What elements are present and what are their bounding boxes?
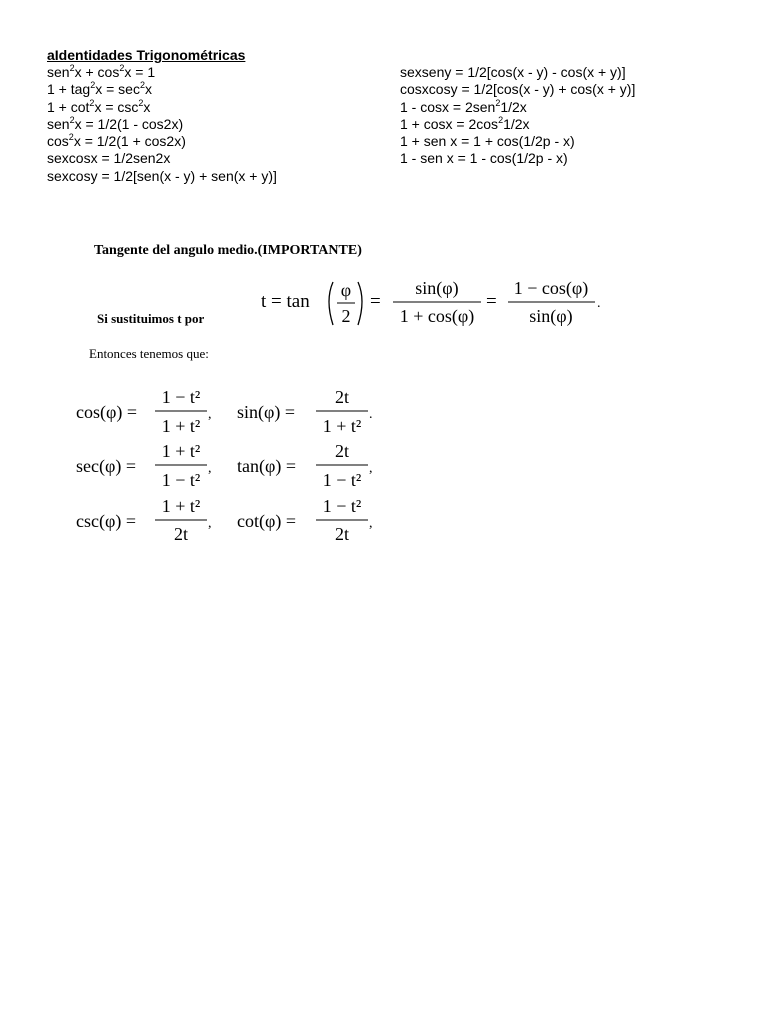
entonces-text: Entonces tenemos que: <box>89 346 209 361</box>
identity-line: 1 - sen x = 1 - cos(1/2p - x) <box>400 150 568 167</box>
punctuation: . <box>369 407 373 422</box>
sin-formula-lhs: sin(φ) = <box>237 402 296 422</box>
cot-formula-lhs: cot(φ) = <box>237 511 297 531</box>
fraction-denominator: 1 − t² <box>161 470 201 490</box>
right-paren <box>358 282 362 325</box>
half-angle-heading: Tangente del angulo medio.(IMPORTANTE) <box>94 243 362 258</box>
identity-line: $1 + \cos x = 2\cos^21/2x$ <box>400 114 530 132</box>
fraction-numerator: 2t <box>334 441 350 461</box>
fraction-numerator: sin(φ) <box>415 278 459 298</box>
identity-line: cosxcosy = 1/2[cos(x - y) + cos(x + y)] <box>400 81 636 98</box>
fraction-denominator: 2t <box>173 524 189 544</box>
formula-row-csc-cot <box>76 496 373 544</box>
csc-formula-lhs: csc(φ) = <box>76 511 137 531</box>
fraction-denominator: 1 + t² <box>161 416 201 436</box>
fraction-denominator: 1 − t² <box>322 470 362 490</box>
fraction-numerator: 1 − t² <box>161 387 201 407</box>
identity-line: sexcosx = 1/2sen2x <box>47 150 171 167</box>
substitution-heading: Si sustituimos t por <box>97 311 205 326</box>
identity-line: $1 + \cot^2x = \csc^2x$ <box>47 97 151 115</box>
sec-formula-lhs: sec(φ) = <box>76 456 137 476</box>
punctuation: . <box>597 296 601 311</box>
fraction-numerator: 1 + t² <box>161 441 201 461</box>
identity-line: sexseny = 1/2[cos(x - y) - cos(x + y)] <box>400 64 626 80</box>
punctuation: , <box>208 461 212 476</box>
fraction-numerator: 1 + t² <box>161 496 201 516</box>
fraction-numerator: φ <box>340 280 352 300</box>
identity-line: $sen^2x + \cos^2x = 1$ <box>47 63 156 80</box>
tangent-half-angle-formula <box>261 278 601 327</box>
formula-row-sec-tan <box>76 441 373 490</box>
fraction-numerator: 1 − t² <box>322 496 362 516</box>
fraction-denominator: 1 + cos(φ) <box>399 306 475 326</box>
fraction-numerator: 1 − cos(φ) <box>513 278 589 298</box>
equals-sign: = <box>486 291 497 312</box>
punctuation: , <box>369 461 373 476</box>
cos-formula-lhs: cos(φ) = <box>76 402 138 422</box>
identity-line: $1 + tag^2x = \sec^2x$ <box>47 80 152 98</box>
punctuation: , <box>369 516 373 531</box>
punctuation: , <box>208 516 212 531</box>
identity-line: 1 + sen x = 1 + cos(1/2p - x) <box>400 133 575 150</box>
punctuation: , <box>208 407 212 422</box>
document-title: aIdentidades Trigonométricas <box>47 47 246 63</box>
formula-row-cos-sin <box>76 387 373 436</box>
fraction-numerator: 2t <box>334 387 350 407</box>
fraction-denominator: 2t <box>334 524 350 544</box>
identity-line: sen$^2$x = 1/2(1 - cos2x) <box>47 114 184 132</box>
formula-lhs: t = tan <box>261 291 310 312</box>
fraction-denominator: 2 <box>341 306 351 326</box>
identity-line: sexcosy = 1/2[sen(x - y) + sen(x + y)] <box>47 167 277 184</box>
identity-line: $\cos^2x = 1/2(1 + \cos 2x)$ <box>47 132 186 150</box>
left-paren <box>329 282 333 325</box>
tan-formula-lhs: tan(φ) = <box>237 456 297 476</box>
fraction-denominator: 1 + t² <box>322 416 362 436</box>
equals-sign: = <box>370 291 381 312</box>
fraction-denominator: sin(φ) <box>529 306 573 326</box>
identity-line: 1 - cosx = 2sen$^2$1/2x <box>400 97 527 115</box>
